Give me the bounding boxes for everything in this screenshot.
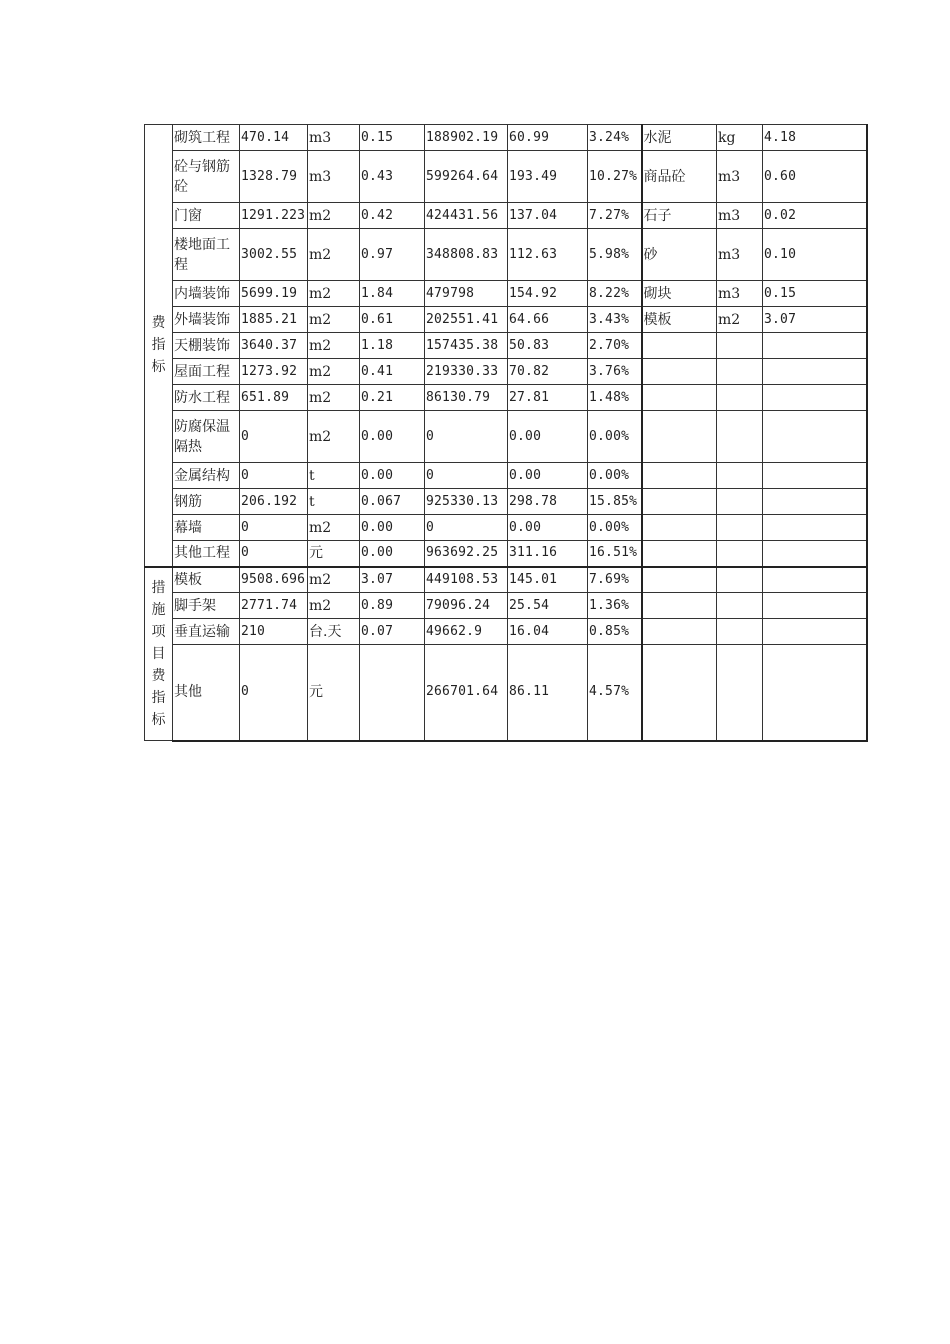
percentage: 4.57% <box>588 645 642 741</box>
table-row <box>145 359 867 385</box>
cost: 0 <box>425 463 508 489</box>
percentage: 0.00% <box>588 411 642 463</box>
unit: t <box>308 463 360 489</box>
quantity-index <box>360 645 425 741</box>
material-name <box>642 541 717 567</box>
table-row <box>145 541 867 567</box>
material-value-empty <box>763 619 867 645</box>
percentage: 16.51% <box>588 541 642 567</box>
table-row <box>145 125 867 151</box>
material-unit <box>717 515 763 541</box>
table-row <box>145 593 867 619</box>
unit-cost: 60.99 <box>508 125 588 151</box>
table-body <box>145 125 867 741</box>
material-value: 0.15 <box>763 281 867 307</box>
material-unit <box>717 385 763 411</box>
material-name: 砂 <box>642 229 717 281</box>
material-unit <box>717 463 763 489</box>
unit-cost: 86.11 <box>508 645 588 741</box>
material-name <box>642 489 717 515</box>
material-name <box>642 411 717 463</box>
table-row <box>145 619 867 645</box>
material-value: 0.10 <box>763 229 867 281</box>
quantity: 0 <box>240 411 308 463</box>
percentage: 0.85% <box>588 619 642 645</box>
table-row <box>145 411 867 463</box>
quantity-index: 0.00 <box>360 411 425 463</box>
cost: 449108.53 <box>425 567 508 593</box>
percentage: 1.48% <box>588 385 642 411</box>
unit-cost: 0.00 <box>508 515 588 541</box>
material-name: 石子 <box>642 203 717 229</box>
category-char: 指 <box>151 689 166 706</box>
unit: t <box>308 489 360 515</box>
table-row <box>145 385 867 411</box>
material-value-empty <box>763 593 867 619</box>
material-name <box>642 515 717 541</box>
unit: m2 <box>308 333 360 359</box>
cost: 86130.79 <box>425 385 508 411</box>
material-value <box>763 489 867 515</box>
quantity: 1273.92 <box>240 359 308 385</box>
material-unit: m3 <box>717 229 763 281</box>
material-value: 3.07 <box>763 307 867 333</box>
percentage: 7.27% <box>588 203 642 229</box>
quantity: 9508.696 <box>240 567 308 593</box>
percentage: 0.00% <box>588 515 642 541</box>
item-name: 外墙装饰 <box>173 307 240 333</box>
item-name: 其他工程 <box>173 541 240 567</box>
material-unit: m3 <box>717 203 763 229</box>
item-name: 楼地面工程 <box>173 229 240 281</box>
material-value: 0.60 <box>763 151 867 203</box>
cost: 157435.38 <box>425 333 508 359</box>
material-value <box>763 385 867 411</box>
material-value-empty <box>763 567 867 593</box>
material-value <box>763 463 867 489</box>
quantity: 5699.19 <box>240 281 308 307</box>
unit: m2 <box>308 281 360 307</box>
unit-cost: 137.04 <box>508 203 588 229</box>
quantity-index: 0.00 <box>360 463 425 489</box>
quantity-index: 0.07 <box>360 619 425 645</box>
category-char: 费 <box>151 315 166 332</box>
item-name: 砼与钢筋砼 <box>173 151 240 203</box>
item-name: 垂直运输 <box>173 619 240 645</box>
percentage: 3.43% <box>588 307 642 333</box>
cost: 219330.33 <box>425 359 508 385</box>
category-char: 项 <box>151 623 166 640</box>
unit-cost: 0.00 <box>508 463 588 489</box>
material-unit <box>717 541 763 567</box>
category-char: 指 <box>151 337 166 354</box>
unit-cost: 70.82 <box>508 359 588 385</box>
cost: 348808.83 <box>425 229 508 281</box>
cost: 599264.64 <box>425 151 508 203</box>
quantity: 3640.37 <box>240 333 308 359</box>
percentage: 2.70% <box>588 333 642 359</box>
percentage: 8.22% <box>588 281 642 307</box>
quantity: 651.89 <box>240 385 308 411</box>
table-row <box>145 333 867 359</box>
category-char: 措 <box>151 579 166 596</box>
unit-cost: 298.78 <box>508 489 588 515</box>
material-value <box>763 515 867 541</box>
cost: 188902.19 <box>425 125 508 151</box>
quantity: 1885.21 <box>240 307 308 333</box>
unit: m3 <box>308 125 360 151</box>
material-value <box>763 333 867 359</box>
section1-category-label <box>145 125 173 567</box>
percentage: 7.69% <box>588 567 642 593</box>
unit: 元 <box>308 645 360 741</box>
cost: 266701.64 <box>425 645 508 741</box>
item-name: 模板 <box>173 567 240 593</box>
material-unit: m2 <box>717 307 763 333</box>
unit: m2 <box>308 203 360 229</box>
category-char: 标 <box>151 359 166 376</box>
cost: 0 <box>425 411 508 463</box>
item-name: 其他 <box>173 645 240 741</box>
quantity-index: 0.00 <box>360 541 425 567</box>
item-name: 幕墙 <box>173 515 240 541</box>
category-char: 目 <box>151 645 166 662</box>
item-name: 屋面工程 <box>173 359 240 385</box>
unit-cost: 64.66 <box>508 307 588 333</box>
unit: m2 <box>308 229 360 281</box>
cost: 79096.24 <box>425 593 508 619</box>
percentage: 15.85% <box>588 489 642 515</box>
item-name: 砌筑工程 <box>173 125 240 151</box>
quantity-index: 0.15 <box>360 125 425 151</box>
material-name: 砌块 <box>642 281 717 307</box>
material-unit-empty <box>717 593 763 619</box>
unit-cost: 311.16 <box>508 541 588 567</box>
quantity: 3002.55 <box>240 229 308 281</box>
table-row <box>145 645 867 741</box>
material-value <box>763 541 867 567</box>
quantity-index: 0.067 <box>360 489 425 515</box>
quantity: 210 <box>240 619 308 645</box>
unit: m2 <box>308 359 360 385</box>
category-char: 费 <box>151 667 166 684</box>
unit: 台.天 <box>308 619 360 645</box>
cost: 925330.13 <box>425 489 508 515</box>
unit-cost: 27.81 <box>508 385 588 411</box>
item-name: 防水工程 <box>173 385 240 411</box>
table-row <box>145 229 867 281</box>
unit-cost: 0.00 <box>508 411 588 463</box>
unit: m2 <box>308 567 360 593</box>
table-row <box>145 515 867 541</box>
material-unit: kg <box>717 125 763 151</box>
percentage: 3.24% <box>588 125 642 151</box>
unit-cost: 112.63 <box>508 229 588 281</box>
table-row <box>145 281 867 307</box>
unit: m2 <box>308 385 360 411</box>
material-name <box>642 463 717 489</box>
material-value-empty <box>763 645 867 741</box>
quantity-index: 1.84 <box>360 281 425 307</box>
unit-cost: 145.01 <box>508 567 588 593</box>
cost-index-table <box>144 124 868 742</box>
material-unit: m3 <box>717 151 763 203</box>
material-name <box>642 333 717 359</box>
quantity-index: 0.42 <box>360 203 425 229</box>
quantity: 206.192 <box>240 489 308 515</box>
material-name-empty <box>642 567 717 593</box>
quantity-index: 3.07 <box>360 567 425 593</box>
table-row <box>145 307 867 333</box>
quantity: 1291.223 <box>240 203 308 229</box>
material-value: 4.18 <box>763 125 867 151</box>
quantity-index: 0.21 <box>360 385 425 411</box>
unit: m2 <box>308 593 360 619</box>
unit: m2 <box>308 307 360 333</box>
item-name: 金属结构 <box>173 463 240 489</box>
quantity-index: 1.18 <box>360 333 425 359</box>
material-name: 商品砼 <box>642 151 717 203</box>
table-row <box>145 151 867 203</box>
percentage: 1.36% <box>588 593 642 619</box>
unit-cost: 25.54 <box>508 593 588 619</box>
quantity: 0 <box>240 541 308 567</box>
material-name: 模板 <box>642 307 717 333</box>
item-name: 钢筋 <box>173 489 240 515</box>
table-row <box>145 567 867 593</box>
material-name: 水泥 <box>642 125 717 151</box>
material-unit <box>717 411 763 463</box>
table-row <box>145 203 867 229</box>
table-row <box>145 463 867 489</box>
material-unit <box>717 359 763 385</box>
quantity: 1328.79 <box>240 151 308 203</box>
cost: 0 <box>425 515 508 541</box>
quantity-index: 0.00 <box>360 515 425 541</box>
quantity-index: 0.61 <box>360 307 425 333</box>
unit: 元 <box>308 541 360 567</box>
table-row <box>145 489 867 515</box>
quantity-index: 0.97 <box>360 229 425 281</box>
category-char: 标 <box>151 711 166 728</box>
unit: m2 <box>308 411 360 463</box>
section2-category-label <box>145 567 173 741</box>
category-char: 施 <box>151 601 166 618</box>
unit-cost: 16.04 <box>508 619 588 645</box>
cost: 202551.41 <box>425 307 508 333</box>
material-unit <box>717 333 763 359</box>
material-value <box>763 359 867 385</box>
unit-cost: 154.92 <box>508 281 588 307</box>
unit-cost: 50.83 <box>508 333 588 359</box>
material-name-empty <box>642 645 717 741</box>
quantity-index: 0.43 <box>360 151 425 203</box>
unit: m3 <box>308 151 360 203</box>
material-unit-empty <box>717 619 763 645</box>
item-name: 内墙装饰 <box>173 281 240 307</box>
quantity: 0 <box>240 463 308 489</box>
material-unit <box>717 489 763 515</box>
cost: 424431.56 <box>425 203 508 229</box>
quantity: 470.14 <box>240 125 308 151</box>
material-name <box>642 385 717 411</box>
unit-cost: 193.49 <box>508 151 588 203</box>
cost: 49662.9 <box>425 619 508 645</box>
quantity: 0 <box>240 515 308 541</box>
percentage: 0.00% <box>588 463 642 489</box>
quantity: 0 <box>240 645 308 741</box>
material-name <box>642 359 717 385</box>
cost: 479798 <box>425 281 508 307</box>
percentage: 5.98% <box>588 229 642 281</box>
material-name-empty <box>642 619 717 645</box>
item-name: 门窗 <box>173 203 240 229</box>
quantity-index: 0.41 <box>360 359 425 385</box>
material-unit-empty <box>717 645 763 741</box>
unit: m2 <box>308 515 360 541</box>
material-value: 0.02 <box>763 203 867 229</box>
quantity: 2771.74 <box>240 593 308 619</box>
material-unit: m3 <box>717 281 763 307</box>
item-name: 脚手架 <box>173 593 240 619</box>
item-name: 防腐保温隔热 <box>173 411 240 463</box>
material-unit-empty <box>717 567 763 593</box>
quantity-index: 0.89 <box>360 593 425 619</box>
percentage: 10.27% <box>588 151 642 203</box>
item-name: 天棚装饰 <box>173 333 240 359</box>
material-name-empty <box>642 593 717 619</box>
cost: 963692.25 <box>425 541 508 567</box>
material-value <box>763 411 867 463</box>
percentage: 3.76% <box>588 359 642 385</box>
